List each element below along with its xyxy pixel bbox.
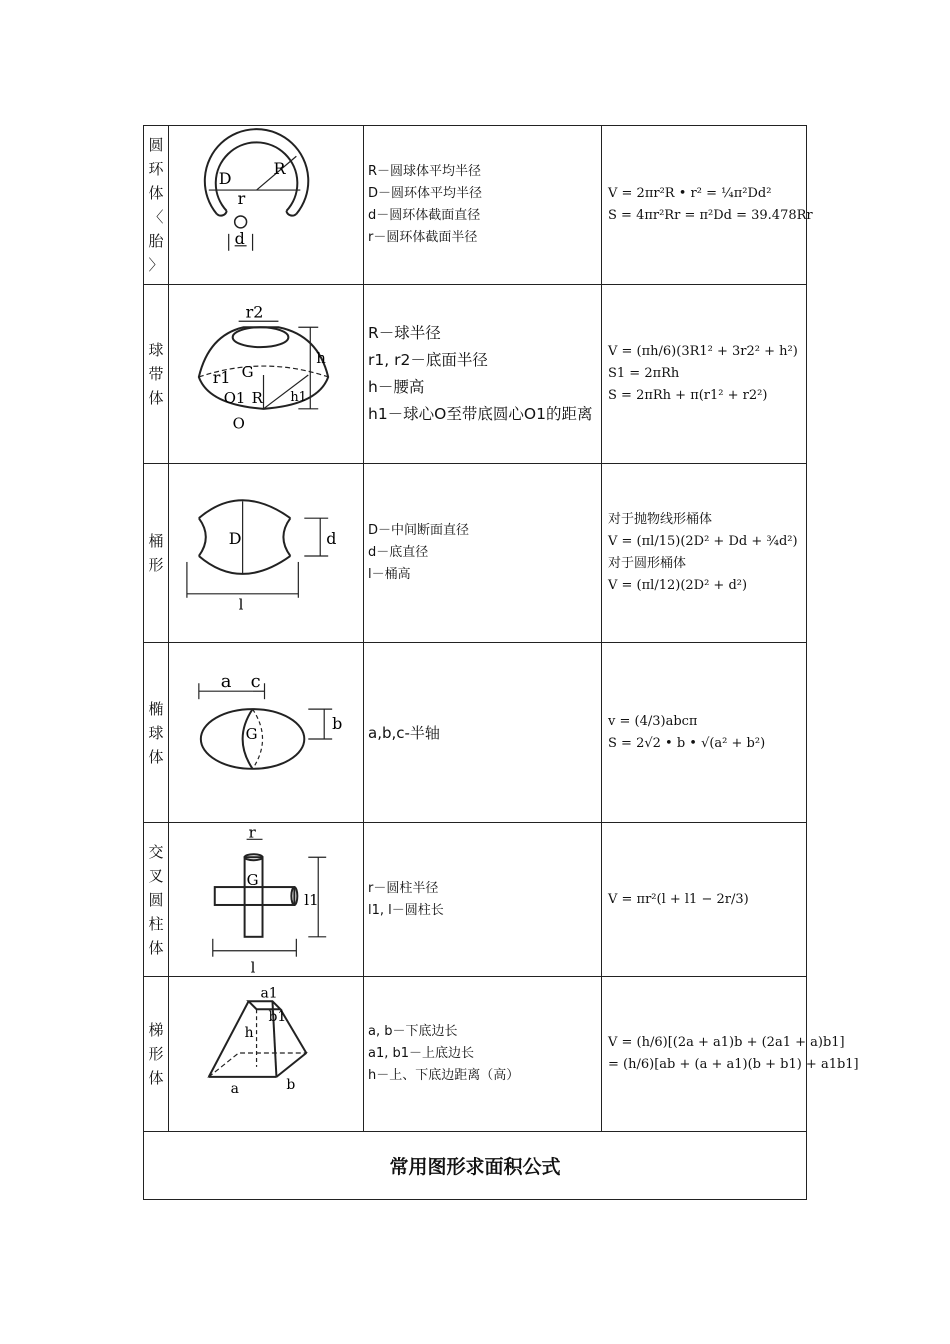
frustum-wedge-diagram-icon bbox=[169, 977, 364, 1131]
zone-label-h: h bbox=[316, 349, 326, 368]
crossed-cylinders-diagram-icon bbox=[169, 823, 364, 976]
ellipsoid-label-a: a bbox=[220, 671, 232, 693]
table-row-trapezoidal-body bbox=[144, 977, 859, 1131]
table-row-spherical-zone bbox=[144, 285, 806, 463]
zone-label-O: O bbox=[232, 414, 245, 433]
shape-name-cell: 梯 形 体 bbox=[144, 977, 169, 1131]
formula-cell: V = (h/6)[(2a + a1)b + (2a1 + a)b1] = (h/6)[ab + (a + a1)(b + b1) + a1b1] bbox=[608, 1035, 859, 1072]
cyl-label-l1: l1 bbox=[304, 890, 319, 909]
torus-diagram-icon bbox=[169, 126, 364, 284]
torus-label-D: D bbox=[218, 169, 232, 189]
section-title: 常用图形求面积公式 bbox=[389, 1155, 561, 1178]
table-row-barrel bbox=[144, 464, 806, 642]
wedge-label-b1: b1 bbox=[268, 1009, 287, 1026]
cyl-label-r: r bbox=[248, 823, 256, 842]
barrel-label-D: D bbox=[228, 529, 242, 549]
formula-cell: 对于抛物线形桶体 V = (πl/15)(2D² + Dd + ¾d²) 对于圆形桶体 V = (πl/12)(2D² + d²) bbox=[608, 512, 798, 593]
shape-name-cell: 椭 球 体 bbox=[144, 643, 169, 822]
barrel-label-d: d bbox=[326, 529, 337, 549]
formula-cell: v = (4/3)abcπ S = 2√2 • b • √(a² + b²) bbox=[608, 713, 766, 751]
cyl-label-l: l bbox=[250, 958, 256, 976]
zone-label-h1: h1 bbox=[290, 389, 307, 405]
shape-name-cell: 桶 形 bbox=[144, 464, 169, 642]
wedge-label-b: b bbox=[286, 1076, 296, 1093]
ellipsoid-label-G: G bbox=[245, 724, 258, 743]
shape-name-cell: 交 叉 圆 柱 体 bbox=[144, 823, 169, 976]
zone-label-O1: O1 bbox=[223, 388, 246, 407]
zone-label-r1: r1 bbox=[212, 367, 231, 387]
variables-cell: r－圆柱半径 l1, l－圆柱长 bbox=[364, 823, 602, 976]
barrel-label-l: l bbox=[238, 595, 244, 614]
formula-cell: V = 2πr²R • r² = ¼π²Dd² S = 4πr²Rr = π²Dd = 39.478Rr bbox=[608, 186, 813, 223]
cyl-label-G: G bbox=[246, 871, 259, 890]
variables-cell: R－圆球体平均半径 D－圆环体平均半径 d－圆环体截面直径 r－圆环体截面半径 bbox=[364, 126, 602, 284]
table-row-crossed-cylinders bbox=[144, 823, 806, 976]
formula-cell: V = (πh/6)(3R1² + 3r2² + h²) S1 = 2πRh S = 2πRh + π(r1² + r2²) bbox=[608, 344, 798, 403]
wedge-label-h: h bbox=[244, 1025, 254, 1042]
variables-cell: R－球半径 r1, r2－底面半径 h－腰高 h1－球心O至带底圆心O1的距离 bbox=[364, 285, 602, 463]
zone-label-R: R bbox=[251, 388, 263, 407]
torus-label-R: R bbox=[273, 159, 286, 179]
spherical-zone-diagram-icon bbox=[169, 285, 364, 463]
zone-label-G: G bbox=[241, 362, 254, 381]
shape-name-cell: 圆 环 体 〈 胎 〉 bbox=[144, 126, 169, 284]
wedge-label-a1: a1 bbox=[260, 985, 278, 1002]
variables-cell: a, b－下底边长 a1, b1－上底边长 h－上、下底边距离（高） bbox=[364, 977, 602, 1131]
variables-cell: D－中间断面直径 d－底直径 l－桶高 bbox=[364, 464, 602, 642]
ellipsoid-label-c: c bbox=[250, 671, 261, 693]
torus-label-d: d bbox=[234, 228, 245, 248]
ellipsoid-label-b: b bbox=[332, 714, 343, 734]
table-row-ellipsoid bbox=[144, 643, 806, 822]
wedge-label-a: a bbox=[230, 1080, 239, 1097]
formula-cell: V = πr²(l + l1 − 2r/3) bbox=[608, 891, 749, 907]
table-row-torus bbox=[144, 126, 813, 284]
formula-table bbox=[143, 125, 859, 1200]
variables-cell: a,b,c-半轴 bbox=[364, 643, 602, 822]
ellipsoid-diagram-icon bbox=[169, 643, 364, 822]
barrel-diagram-icon bbox=[169, 464, 364, 642]
torus-label-r: r bbox=[237, 189, 246, 209]
zone-label-r2: r2 bbox=[245, 302, 264, 322]
shape-name-cell: 球 带 体 bbox=[144, 285, 169, 463]
